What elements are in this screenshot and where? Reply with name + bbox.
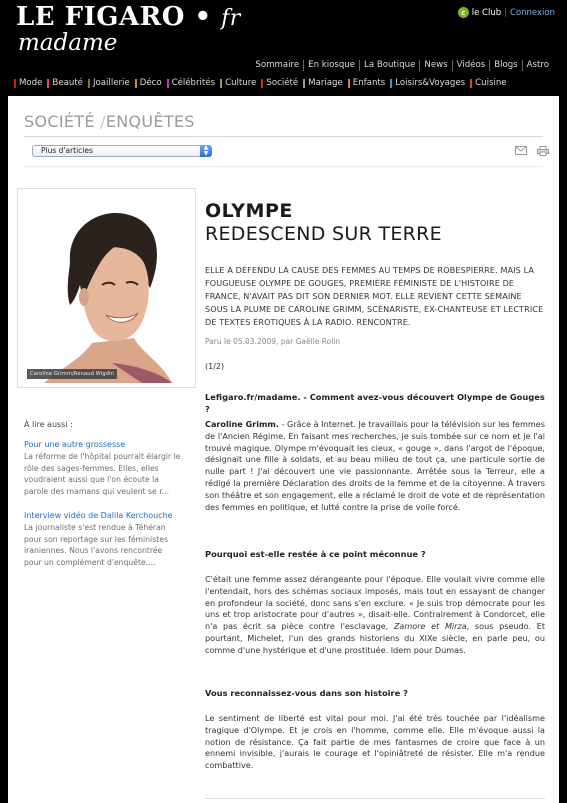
toolbar-divider [24,166,543,167]
category-nav-item[interactable] [47,78,83,89]
primary-nav-item[interactable]: Sommaire [255,60,300,70]
article-byline: Paru le 05.03.2009, par Gaëlle Rolin [205,337,341,346]
category-nav-item[interactable] [135,78,162,89]
read-also-heading: À lire aussi : [24,420,73,429]
category-nav-item[interactable] [390,78,465,89]
primary-nav-item[interactable]: Astro [522,60,553,71]
category-color-marker [348,79,350,88]
connexion-link[interactable]: Connexion [510,7,555,18]
answer-speaker: Caroline Grimm. [205,419,279,429]
category-color-marker [135,79,137,88]
category-nav-item[interactable] [303,78,343,89]
primary-nav-item[interactable]: Blogs [489,60,521,71]
category-color-marker [390,79,392,88]
category-nav-item[interactable] [348,78,385,89]
section-title-right[interactable]: ENQUÊTES [105,112,195,131]
article-bottom-divider [205,798,545,799]
more-articles-dropdown[interactable] [32,145,212,157]
related-link-title[interactable]: Pour une autre grossesse [24,440,126,449]
logo-dot: • [194,2,212,32]
section-title-left[interactable]: SOCIÉTÉ [24,112,95,131]
section-title [24,112,195,131]
photo-caption: Caroline Grimm/Renaud Wigdin [27,369,117,379]
content-panel [8,96,559,803]
category-nav-label: Loisirs&Voyages [395,78,466,88]
category-color-marker [261,79,263,88]
question: Pourquoi est-elle restée à ce point méconnue ? [205,549,426,559]
answer-paragraph [205,574,545,657]
category-nav [14,78,512,89]
category-color-marker [47,79,49,88]
category-color-marker [470,79,472,88]
answer-text: C'était une femme assez dérangeante pour l'époque. Elle voulait vivre comme elle l'entendait, hors des schémas sociaux imposés, mais tout en essayant de changer en profondeur la société, donc sans s'en exclure. « Je suis trop démocrate pour les uns et trop aristocrate pour d'autres », disait-elle. Contrairement à Condorcet, elle n'a pas écrit sa pièce contre l'esclavage, [205,574,545,632]
answer-text: , sous pseudo. Et pourtant, Michelet, l'un des grands historiens du XIXe siècle, en parle peu, ou comme d'une hystérique et d'une prostituée. Idem pour Dumas. [205,621,545,655]
logo-fr: fr [221,6,241,31]
category-color-marker [167,79,169,88]
related-link-title[interactable]: Interview vidéo de Dalila Kerchouche [24,511,173,520]
site-header [0,0,567,95]
category-color-marker [14,79,16,88]
logo-figaro-text: LE FIGARO [16,2,185,32]
question: Lefigaro.fr/madame. - Comment avez-vous découvert Olympe de Gouges ? [205,392,545,414]
logo-madame[interactable]: madame [18,30,118,56]
related-link-summary: La réforme de l'hôpital pourrait élargir le rôle des sages-femmes. Elles, elles voudraient aussi que l'on écoute la parole des mamans qui veulent se r... [24,452,181,496]
article-lead: ELLE A DÉFENDU LA CAUSE DES FEMMES AU TEMPS DE ROBESPIERRE. MAIS LA FOUGUEUSE OLYMPE DE GOUGES, PREMIÈRE FÉMINISTE DE L'HISTOIRE DE FRANCE, N'AVAIT PAS DIT SON DERNIER MOT. ELLE REVIENT CETTE SEMAINE SOUS LA PLUME DE CAROLINE GRIMM, SCÉNARISTE, EX-CHANTEUSE ET LECTRICE DE TEXTES ÉROTIQUES À LA RADIO. RENCONTRE. [205,265,544,327]
answer-paragraph [205,419,545,513]
article-title: OLYMPE [205,200,293,222]
section-title-separator: / [100,112,106,131]
author-photo [22,193,191,383]
primary-nav-item[interactable]: Vidéos [452,60,490,71]
article-subtitle: REDESCEND SUR TERRE [205,223,442,245]
answer-italic-title: Zamore et Mirza [393,621,467,632]
category-nav-label: Mode [19,78,43,88]
related-link-summary: La journaliste s'est rendue à Téhéran pour son reportage sur les féministes iraniennes. Nous l'avons rencontrée pour un complément d'enquête.... [24,523,168,567]
category-nav-item[interactable] [261,78,298,89]
category-nav-label: Société [266,78,299,88]
category-nav-item[interactable] [470,78,506,89]
page-indicator: (1/2) [205,362,225,371]
dropdown-arrow-icon: ▲ ▼ [200,145,212,157]
category-color-marker [220,79,222,88]
section-divider [24,136,543,137]
primary-nav-item[interactable]: En kiosque [303,60,359,71]
primary-nav-item[interactable]: News [419,60,451,71]
club-logo-icon: c [458,7,469,18]
portrait-illustration [22,193,191,383]
category-nav-item[interactable] [167,78,215,89]
email-icon[interactable] [515,146,527,156]
category-nav-item[interactable] [14,78,42,89]
category-nav-label: Culture [225,78,257,88]
category-color-marker [88,79,90,88]
category-nav-item[interactable] [220,78,256,89]
answer-paragraph: Le sentiment de liberté est vital pour moi. J'ai été très touchée par l'idéalisme tragique d'Olympe. Et je crois en l'homme, comme elle. Elle m'évoque aussi la notion de résistance. Ça fait partie de mes fantasmes de croire que face à un ennemi invisible, j'aurais le courage et l'opiniâtreté de résister. Elle m'a rendue combattive. [205,713,545,771]
category-color-marker [303,79,305,88]
category-nav-item[interactable] [88,78,130,89]
answer-text: - Grâce à Internet. Je travaillais pour la télévision sur les femmes de l'Ancien Régime. En faisant mes recherches, je suis tombée sur ce nom et je l'ai trouvé magique. Olympe m'évoquait les cieux, « gouge », dans l'argot de l'époque, désignait une fille à soldats, et au beau milieu de tout ça, une particule sortie de nulle part ! J'ai découvert une vie passionnante. Arrêtée sous la Terreur, elle a rédigé la première Déclaration des droits de la femme et de la citoyenne. À travers son théâtre et son engagement, elle a réclamé le droit de vote et de représentation des femmes en politique, et lutté contre la prise de voile forcé. [205,419,545,512]
category-nav-label: Beauté [52,78,83,88]
category-nav-label: Mariage [308,78,343,88]
primary-nav-item[interactable]: La Boutique [359,60,419,71]
club-link[interactable]: le Club [471,7,502,18]
club-separator: | [504,7,508,18]
author-photo-frame [17,188,196,388]
article-tools [515,146,549,156]
club-area [458,7,555,18]
dropdown-value: Plus d'articles [41,146,93,155]
category-nav-label: Joaillerie [92,78,130,88]
print-icon[interactable] [537,146,549,156]
category-nav-label: Cuisine [475,78,507,88]
question: Vous reconnaissez-vous dans son histoire ? [205,688,408,698]
primary-nav [251,60,553,71]
category-nav-label: Enfants [352,78,386,88]
category-nav-label: Célébrités [171,78,216,88]
category-nav-label: Déco [139,78,162,88]
